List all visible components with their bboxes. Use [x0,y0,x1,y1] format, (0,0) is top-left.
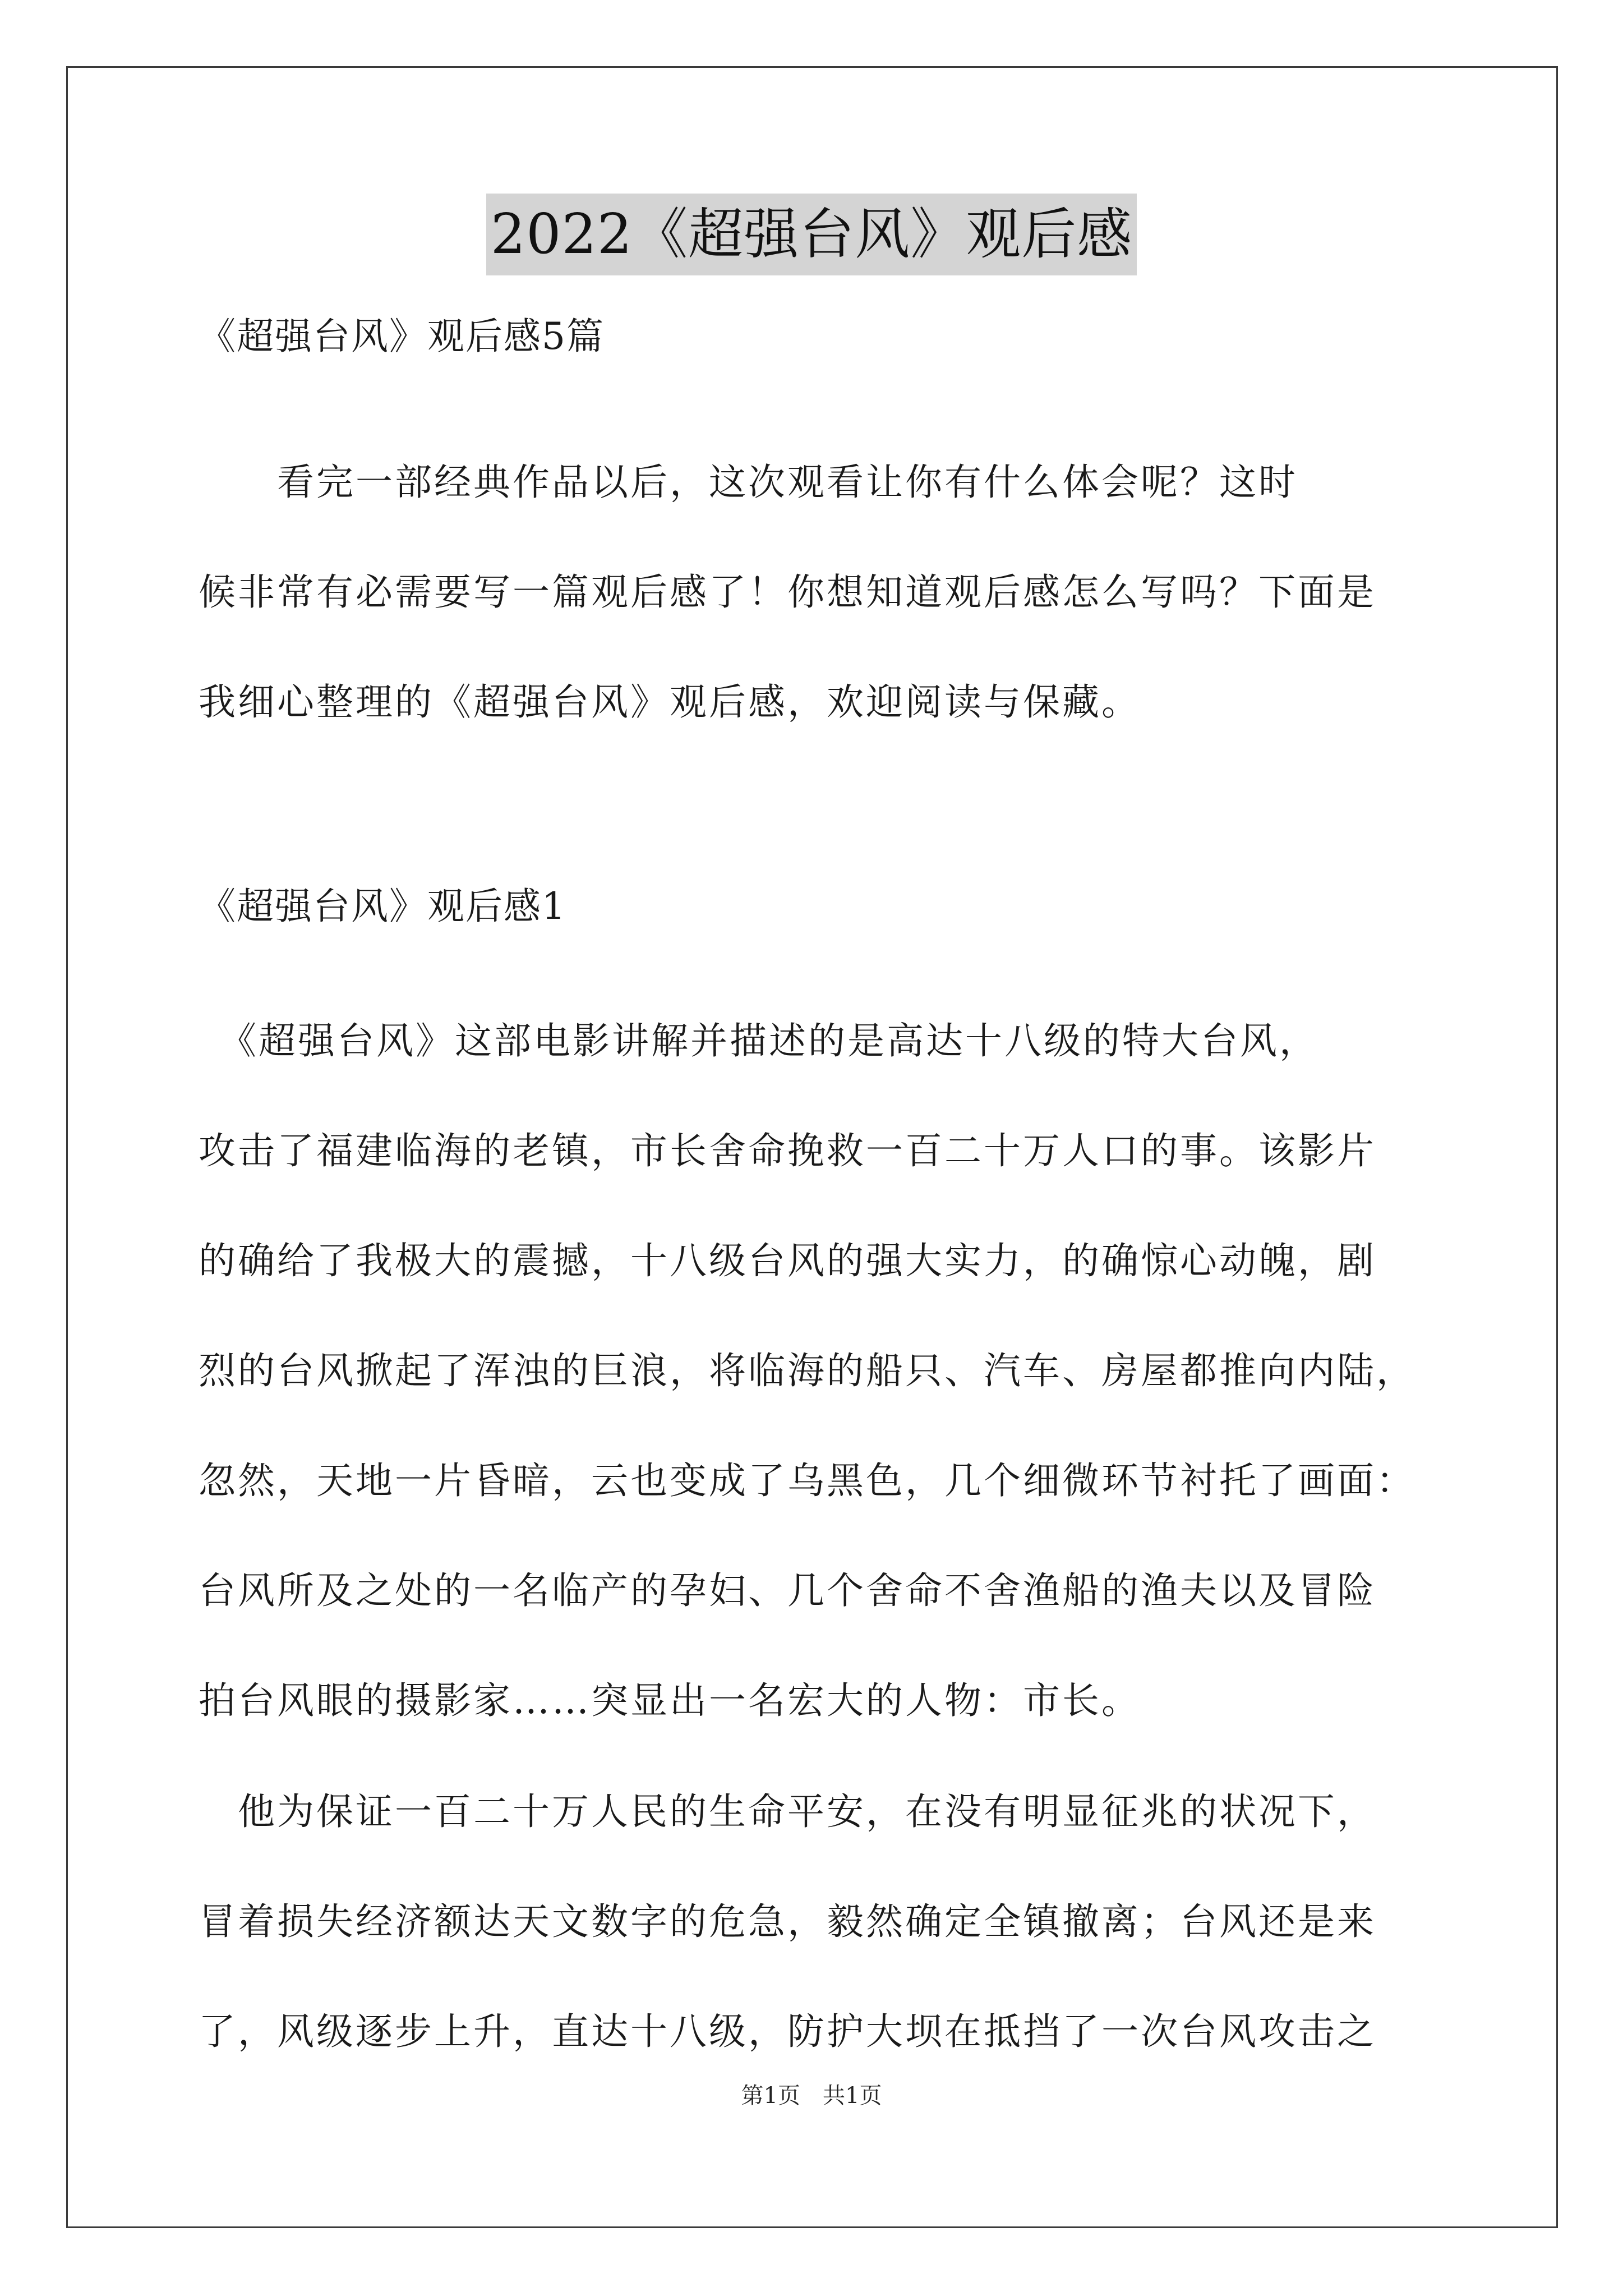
paragraph-line: 忽然，天地一片昏暗，云也变成了乌黑色，几个细微环节衬托了画面： [199,1459,1415,1502]
paragraph-line: 攻击了福建临海的老镇，市长舍命挽救一百二十万人口的事。该影片 [199,1129,1376,1172]
page-total: 共1页 [823,2083,882,2109]
page-number: 第1页 [741,2083,800,2109]
paragraph-line: 的确给了我极大的震撼，十八级台风的强大实力，的确惊心动魄，剧 [199,1239,1376,1282]
paragraph-line: 我细心整理的《超强台风》观后感，欢迎阅读与保藏。 [199,680,1141,724]
document-subtitle: 《超强台风》观后感5篇 [199,315,605,358]
paragraph-line: 他为保证一百二十万人民的生命平安，在没有明显征兆的状况下， [199,1790,1376,1833]
section-heading: 《超强台风》观后感1 [199,885,566,928]
paragraph-2 [199,1757,1424,2087]
document-title: 2022《超强台风》观后感 [486,194,1137,275]
paragraph-line: 冒着损失经济额达天文数字的危急，毅然确定全镇撤离；台风还是来 [199,1900,1376,1943]
paragraph-line: 《超强台风》这部电影讲解并描述的是高达十八级的特大台风， [199,1019,1318,1062]
paragraph-line: 台风所及之处的一名临产的孕妇、几个舍命不舍渔船的渔夫以及冒险 [199,1569,1376,1612]
paragraph-line: 拍台风眼的摄影家……突显出一名宏大的人物：市长。 [199,1679,1141,1722]
paragraph-line: 了，风级逐步上升，直达十八级，防护大坝在抵挡了一次台风攻击之 [199,2010,1376,2053]
page-footer [0,2079,1623,2113]
paragraph-line: 看完一部经典作品以后，这次观看让你有什么体会呢？这时 [199,461,1298,504]
paragraph-line: 候非常有必需要写一篇观后感了！你想知道观后感怎么写吗？下面是 [199,570,1376,614]
title-container [0,194,1623,275]
intro-paragraph [199,427,1424,757]
paragraph-1 [199,986,1424,1756]
paragraph-line: 烈的台风掀起了浑浊的巨浪，将临海的船只、汽车、房屋都推向内陆， [199,1349,1415,1392]
